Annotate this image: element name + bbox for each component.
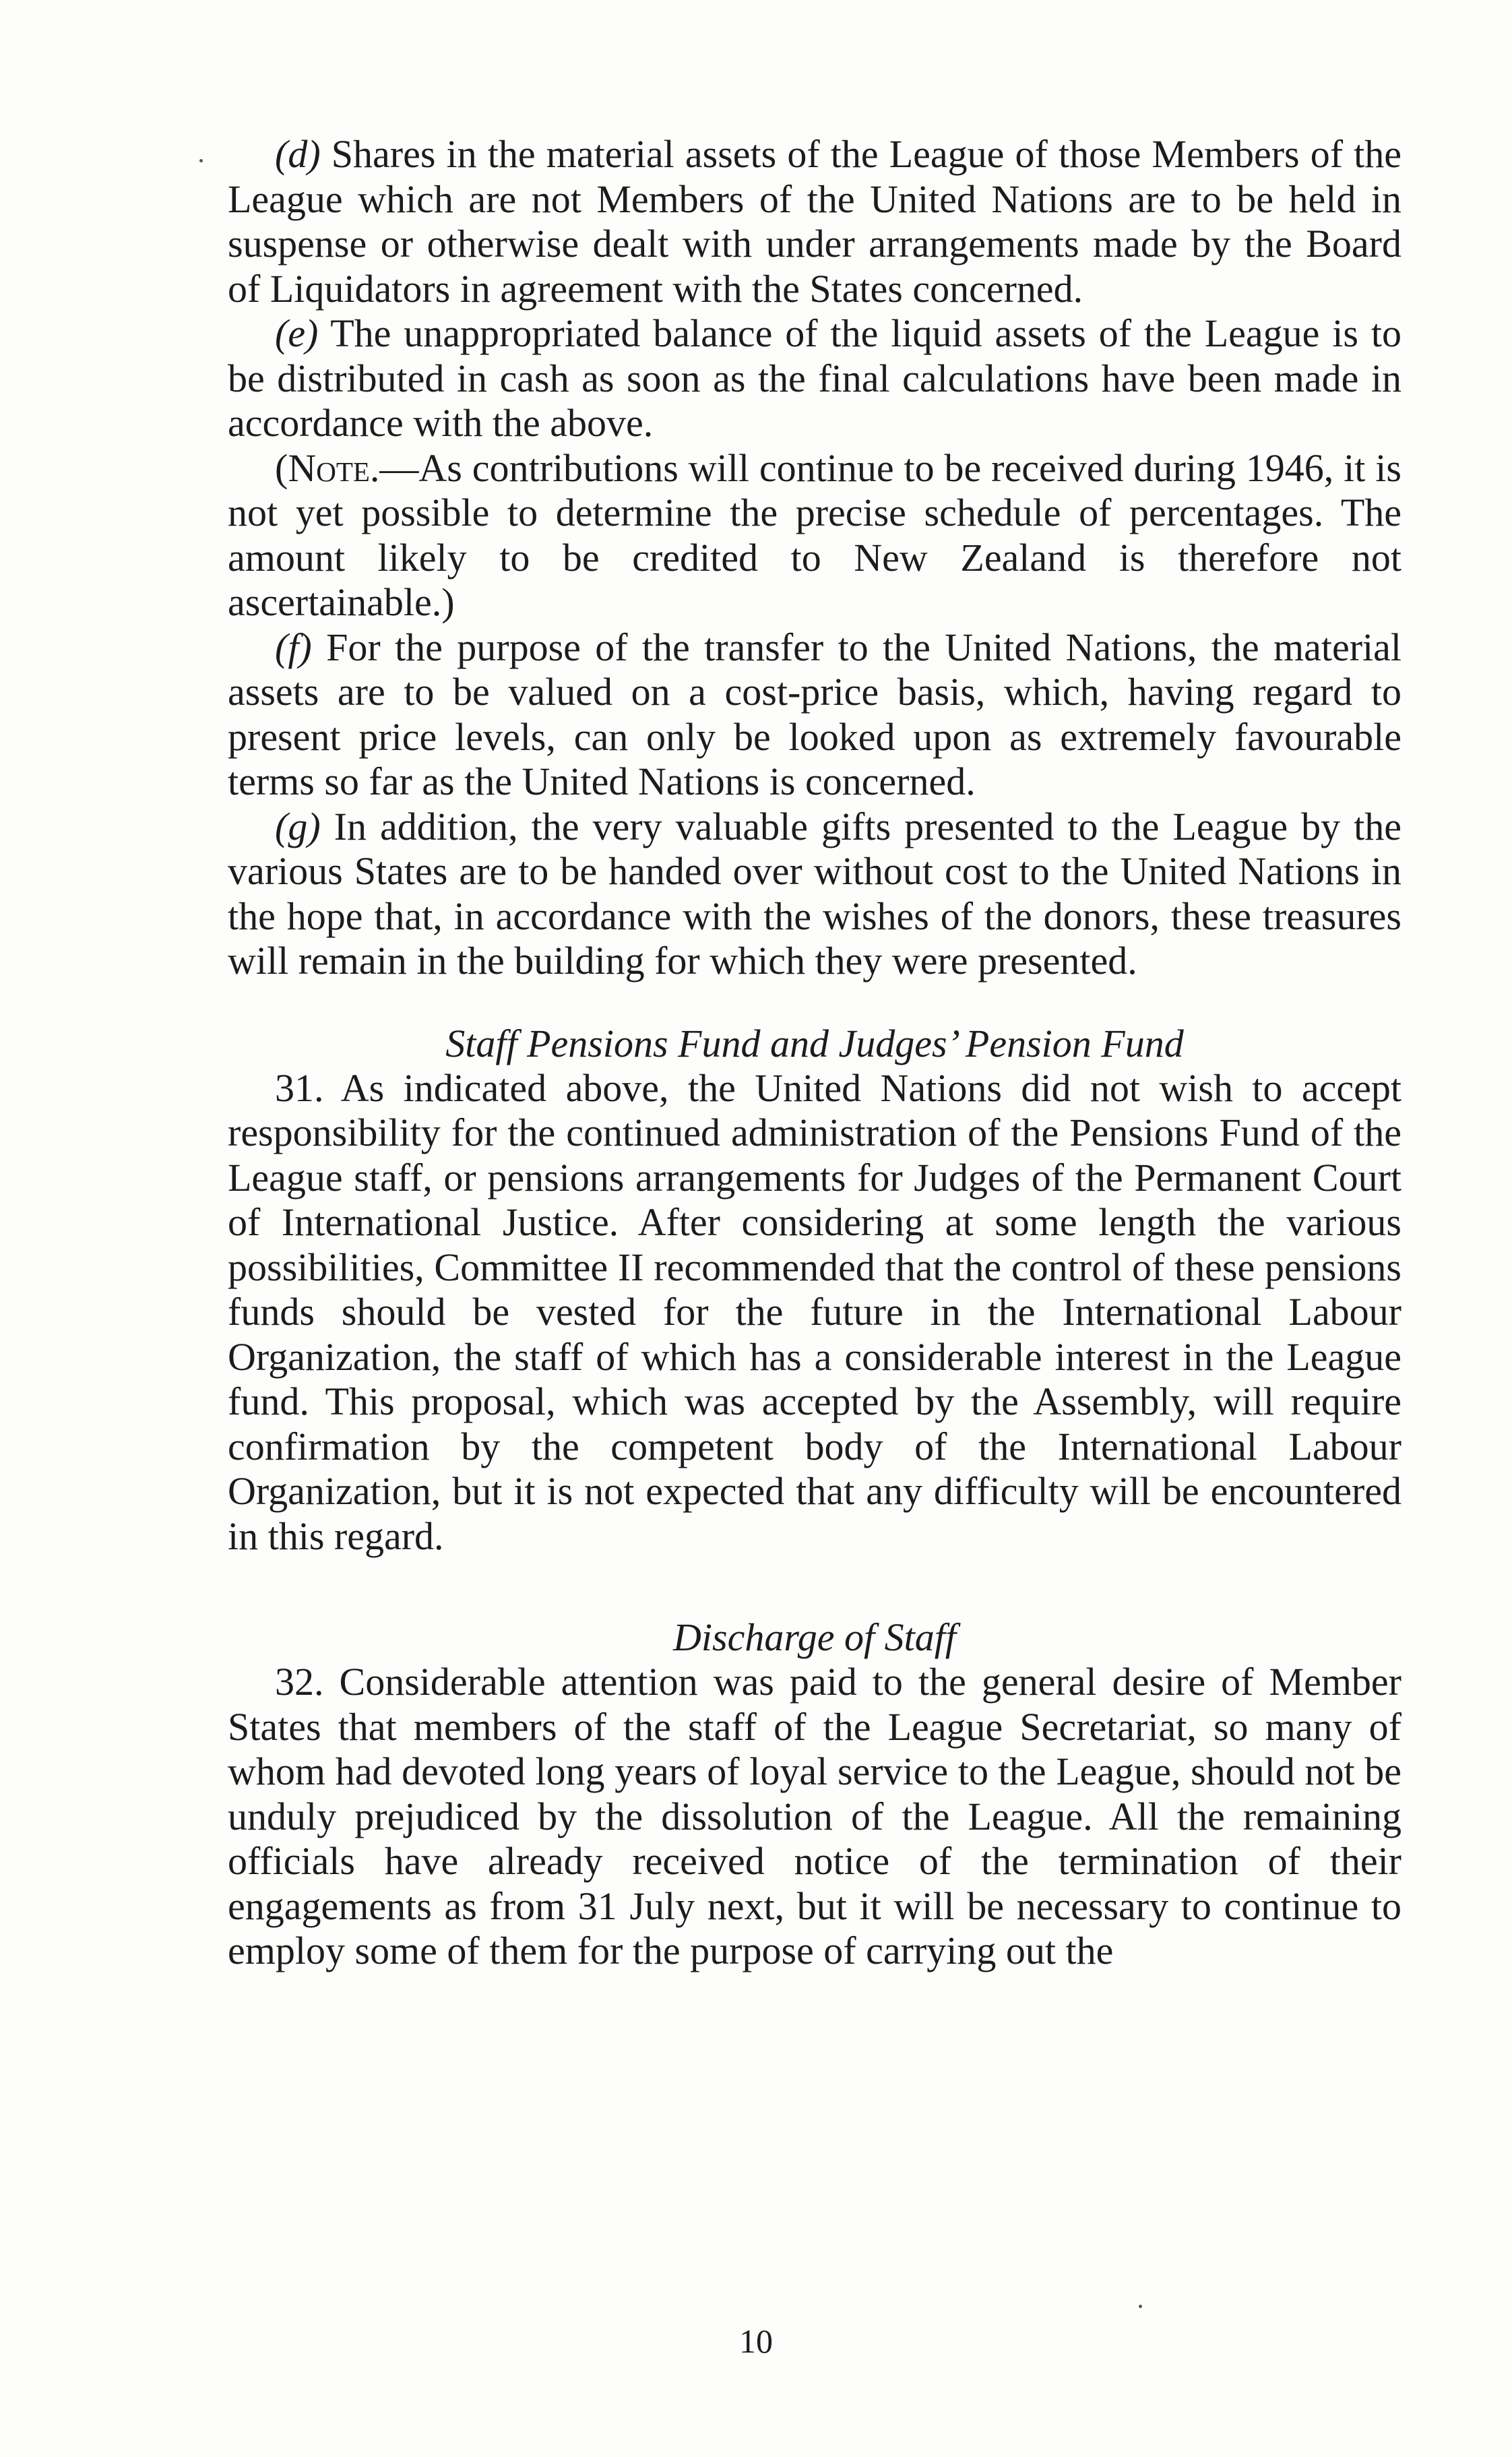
paragraph-f-text: For the purpose of the transfer to the United Nations, the material assets are to be valued on a cost-price basis, which, having regard to present price levels, can only be looked upon as extremely favourable terms so far as the United Nations is concerned. [228, 625, 1401, 803]
paragraph-f [228, 625, 1401, 805]
paragraph-e-text: The unappropriated balance of the liquid assets of the League is to be distributed in cash as soon as the final calculations have been made in accordance with the above. [228, 311, 1401, 445]
item-label-g: (g) [275, 804, 321, 848]
item-label-d: (d) [275, 132, 321, 176]
note-open-paren: ( [275, 445, 288, 490]
margin-mark [1139, 2305, 1142, 2308]
paragraph-d-text: Shares in the material assets of the League of those Members of the League which are not Members of the United Nations are to be held in suspense or otherwise dealt with under arrangements made by the Board of Liquidators in agreement with the States concerned. [228, 132, 1401, 311]
page-number: 10 [739, 2322, 773, 2360]
paragraph-32-text: Considerable attention was paid to the general desire of Member States that members of the staff of the League Secretariat, so many of whom had devoted long years of loyal service to the League, should not be unduly prejudiced by the dissolution of the League. All the remaining officials have already received notice of the termination of their engagements as from 31 July next, but it will be necessary to continue to employ some of them for the purpose of carrying out the [228, 1660, 1401, 1972]
note-text: .—As contributions will continue to be received during 1946, it is not yet possible to determine the precise schedule of percentages. The amount likely to be credited to New Zealand is therefore not ascertainable.) [228, 445, 1401, 624]
section-heading-pensions: Staff Pensions Fund and Judges’ Pension Fund [445, 1021, 1184, 1065]
paragraph-31-text: As indicated above, the United Nations did not wish to accept responsibility for the continued administration of the Pensions Fund of the League staff, or pensions arrangements for Judges of the Permanent Court of International Justice. After considering at some length the various possibilities, Committee II recommended that the control of these pensions funds should be vested for the future in the International Labour Organization, the staff of which has a considerable interest in the League fund. This proposal, which was accepted by the Assembly, will require confirmation by the competent body of the International Labour Organization, but it is not expected that any difficulty will be encountered in this regard. [228, 1065, 1401, 1558]
paragraph-g [228, 805, 1401, 984]
note-paragraph [228, 446, 1401, 625]
paragraph-g-text: In addition, the very valuable gifts presented to the League by the various States are to be handed over without cost to the United Nations in the hope that, in accordance with the wishes of the donors, these treasures will remain in the building for which they were presented. [228, 804, 1401, 983]
item-label-e: (e) [275, 311, 319, 355]
paragraph-32 [228, 1660, 1401, 1974]
note-label: Note [288, 445, 370, 490]
margin-mark [199, 159, 203, 162]
paragraph-d [228, 132, 1401, 311]
paragraph-e [228, 311, 1401, 446]
text-column [228, 132, 1401, 1974]
item-label-f: (f) [275, 625, 312, 669]
section-heading-discharge: Discharge of Staff [673, 1615, 956, 1659]
paragraph-number-32: 32. [275, 1660, 324, 1704]
paragraph-31 [228, 1066, 1401, 1559]
paragraph-number-31: 31. [275, 1065, 324, 1110]
